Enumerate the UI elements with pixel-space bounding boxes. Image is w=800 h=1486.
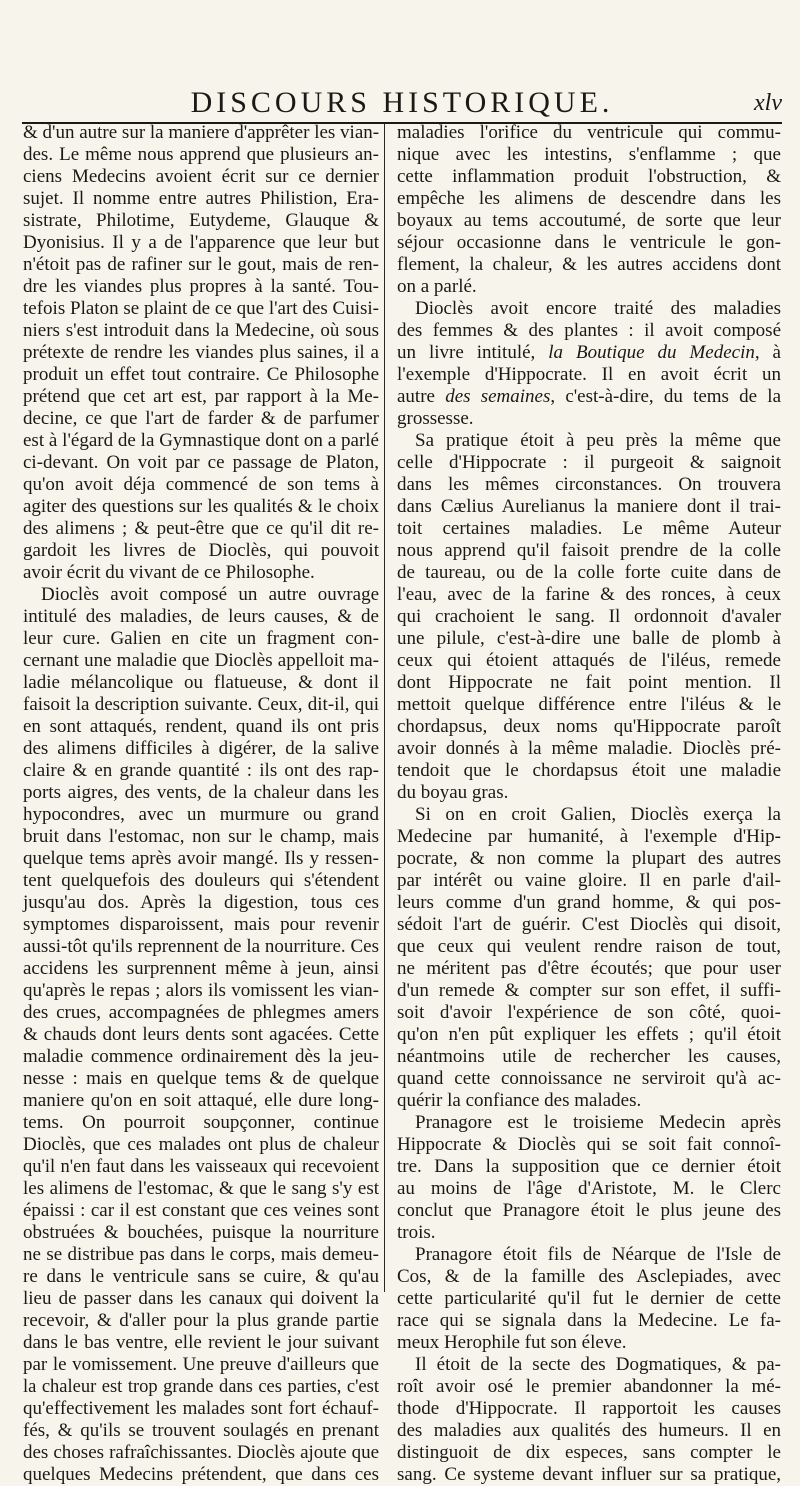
text-line: niers s'est introduit dans la Medecine, où sous xyxy=(23,320,379,341)
text-line: d'un remede & compter sur son effet, il suffi- xyxy=(397,980,781,1001)
text-line: maladies l'orifice du ventricule qui commu- xyxy=(397,122,781,143)
text-line: gardoit les livres de Dioclès, qui pouvoit xyxy=(23,540,379,561)
text-line: toit certaines maladies. Le même Auteur xyxy=(397,518,781,539)
text-line: dans Cælius Aurelianus la maniere dont il trai- xyxy=(397,496,781,517)
text-line: épaissi : car il est constant que ces veines sont xyxy=(23,1200,379,1221)
right-column xyxy=(397,122,781,1486)
text-line: qui crachoient le sang. Il ordonnoit d'avaler xyxy=(397,606,781,627)
text-line: Pranagore est le troisieme Medecin après xyxy=(415,1112,781,1133)
text-line: thode d'Hippocrate. Il rapportoit les causes xyxy=(397,1398,781,1419)
text-line: du boyau gras. xyxy=(397,782,509,803)
text-line: de taureau, ou de la colle forte cuite dans de xyxy=(397,562,781,583)
text-line: dre les viandes plus propres à la santé. Tou- xyxy=(23,276,379,297)
text-line: sang. Ce systeme devant influer sur sa pratique, xyxy=(397,1464,781,1485)
text-line: hypocondres, avec un murmure ou grand xyxy=(23,804,379,825)
text-line: pocrate, & non comme la plupart des autres xyxy=(397,848,781,869)
text-line: les alimens de l'estomac, & que le sang s'y est xyxy=(23,1178,379,1199)
text-line: des crues, accompagnées de phlegmes amers xyxy=(23,1002,379,1023)
text-line: prétexte de rendre les viandes plus saines, il a xyxy=(23,342,379,363)
text-line: des alimens difficiles à digérer, de la salive xyxy=(23,738,379,759)
text-line: dans les mêmes circonstances. On trouvera xyxy=(397,474,781,495)
text-line: l'exemple d'Hippocrate. Il en avoit écrit un xyxy=(397,364,781,385)
text-line: agiter des questions sur les qualités & le choix xyxy=(23,496,379,517)
text-line: nous apprend qu'il faisoit prendre de la colle xyxy=(397,540,781,561)
text-line: produit un effet tout contraire. Ce Philosophe xyxy=(23,364,379,385)
text-line: ports aigres, des vents, de la chaleur dans les xyxy=(23,782,379,803)
text-line: séjour occasionne dans le ventricule le gon- xyxy=(397,232,781,253)
left-column xyxy=(23,122,379,1486)
text-line: Hippocrate & Dioclès qui se soit fait connoî- xyxy=(397,1134,781,1155)
text-line: nique avec les intestins, s'enflamme ; que xyxy=(397,144,781,165)
running-title: DISCOURS HISTORIQUE. xyxy=(190,86,614,119)
text-line: ci-devant. On voit par ce passage de Platon, xyxy=(23,452,379,473)
text-line: dans le bas ventre, elle revient le jour suivant xyxy=(23,1332,379,1353)
text-line: celle d'Hippocrate : il purgeoit & saignoit xyxy=(397,452,781,473)
text-line: cette inflammation produit l'obstruction, & xyxy=(397,166,781,187)
text-line: dont Hippocrate ne fait point mention. Il xyxy=(397,672,781,693)
text-line: l'eau, avec de la farine & des ronces, à ceux xyxy=(397,584,781,605)
text-line: bruit dans l'estomac, non sur le champ, mais xyxy=(23,826,379,847)
text-line: tre. Dans la supposition que ce dernier étoit xyxy=(397,1156,781,1177)
text-line: quérir la confiance des malades. xyxy=(397,1090,642,1111)
text-line: leurs comme d'un grand homme, & qui pos- xyxy=(397,892,781,913)
text-line: tefois Platon se plaint de ce que l'art des Cuisi- xyxy=(23,298,379,319)
text-line: accidens les surprennent même à jeun, ainsi xyxy=(23,958,379,979)
text-line: race qui se signala dans la Medecine. Le fa- xyxy=(397,1310,781,1331)
text-line: leur cure. Galien en cite un fragment con- xyxy=(23,628,379,649)
text-line: Si on en croit Galien, Dioclès exerça la xyxy=(415,804,781,825)
text-line: mettoit quelque différence entre l'iléus & le xyxy=(397,694,781,715)
text-line: recevoir, & d'aller pour la plus grande partie xyxy=(23,1310,379,1331)
text-line: nesse : mais en quelque tems & de quelque xyxy=(23,1068,379,1089)
text-line: claire & en grande quantité : ils ont des rap- xyxy=(23,760,379,781)
text-line: est à l'égard de la Gymnastique dont on a parlé xyxy=(23,430,379,451)
text-line: fés, & qu'ils se trouvent soulagés en prenant xyxy=(23,1420,379,1441)
text-line: quelques Medecins prétendent, que dans ces xyxy=(23,1464,379,1485)
text-line: meux Herophile fut son éleve. xyxy=(397,1332,627,1353)
text-line: cernant une maladie que Dioclès appelloit ma- xyxy=(23,650,379,671)
text-line: aussi-tôt qu'ils reprennent de la nourriture. Ces xyxy=(23,936,379,957)
text-line: au moins de l'âge d'Aristote, M. le Clerc xyxy=(397,1178,781,1199)
text-line: des choses rafraîchissantes. Dioclès ajoute que xyxy=(23,1442,379,1463)
text-line: Pranagore étoit fils de Néarque de l'Isle de xyxy=(415,1244,781,1265)
column-divider xyxy=(384,124,385,1292)
text-line: lieu de passer dans les canaux qui doivent la xyxy=(23,1288,379,1309)
text-line: ne se distribue pas dans le corps, mais demeu- xyxy=(23,1244,379,1265)
page-number: xlv xyxy=(754,90,782,116)
text-line: ceux qui étoient attaqués de l'iléus, remede xyxy=(397,650,781,671)
text-line: ne méritent pas d'être écoutés; que pour user xyxy=(397,958,781,979)
text-line: Il étoit de la secte des Dogmatiques, & pa- xyxy=(415,1354,781,1375)
text-line: qu'on avoit déja commencé de son tems à xyxy=(23,474,379,495)
text-line: grossesse. xyxy=(397,408,474,429)
text-line: en sont attaqués, rendent, quand ils ont pris xyxy=(23,716,379,737)
text-line: prétend que cet art est, par rapport à la Me- xyxy=(23,386,379,407)
text-line: chordapsus, deux noms qu'Hippocrate paroît xyxy=(397,716,781,737)
text-line: quand cette connoissance ne serviroit qu'à ac- xyxy=(397,1068,781,1089)
text-line: conclut que Pranagore étoit le plus jeune des xyxy=(397,1200,781,1221)
text-line: sistrate, Philotime, Eutydeme, Glauque & xyxy=(23,210,379,231)
text-line: des femmes & des plantes : il avoit composé xyxy=(397,320,781,341)
text-line: intitulé des maladies, de leurs causes, & de xyxy=(23,606,379,627)
text-line: autre des semaines, c'est-à-dire, du tems de la xyxy=(397,386,781,407)
text-line: roît avoir osé le premier abandonner la mé- xyxy=(397,1376,781,1397)
text-line: maladie commence ordinairement dès la jeu- xyxy=(23,1046,379,1067)
text-line: soit d'avoir l'expérience de son côté, quoi- xyxy=(397,1002,781,1023)
text-line: re dans le ventricule sans se cuire, & qu'au xyxy=(23,1266,379,1287)
text-line: qu'on n'en pût expliquer les effets ; qu'il étoit xyxy=(397,1024,781,1045)
text-line: & d'un autre sur la maniere d'apprêter les vian- xyxy=(23,122,380,143)
text-line: Dioclès, que ces malades ont plus de chaleur xyxy=(23,1134,379,1155)
text-line: ladie mélancolique ou flatueuse, & dont il xyxy=(23,672,379,693)
text-line: cette particularité qu'il fut le dernier de cette xyxy=(397,1288,781,1309)
text-line: des. Le même nous apprend que plusieurs an- xyxy=(23,144,379,165)
text-line: distinguoit de dix especes, sans compter le xyxy=(397,1442,781,1463)
text-line: qu'effectivement les malades sont fort échauf- xyxy=(23,1398,379,1419)
text-line: qu'il n'en faut dans les vaisseaux qui recevoient xyxy=(23,1157,379,1177)
text-line: néantmoins utile de rechercher les causes, xyxy=(397,1046,781,1067)
text-line: un livre intitulé, la Boutique du Medecin, à xyxy=(397,342,781,363)
text-line: des alimens ; & peut-être que ce qu'il dit re- xyxy=(23,518,379,539)
text-line: symptomes disparoissent, mais pour revenir xyxy=(23,914,379,935)
text-line: par le vomissement. Une preuve d'ailleurs que xyxy=(23,1354,379,1375)
text-line: par intérêt ou vaine gloire. Il en parle d'ail- xyxy=(397,870,781,891)
text-line: Sa pratique étoit à peu près la même que xyxy=(415,430,781,451)
page-header xyxy=(22,86,782,120)
text-line: des maladies aux qualités des humeurs. Il en xyxy=(397,1420,781,1441)
text-line: empêche les alimens de descendre dans les xyxy=(397,188,781,209)
text-line: sujet. Il nomme entre autres Philistion, Era- xyxy=(23,188,379,209)
text-line: tent quelquefois des douleurs qui s'étendent xyxy=(23,870,379,891)
text-line: trois. xyxy=(397,1222,436,1243)
text-line: sédoit l'art de guérir. C'est Dioclès qui disoit, xyxy=(397,914,781,935)
text-line: obstruées & bouchées, puisque la nourriture xyxy=(23,1222,379,1243)
text-line: jusqu'au dos. Après la digestion, tous ces xyxy=(23,892,379,913)
text-line: la chaleur est trop grande dans ces parties, c'est xyxy=(23,1377,379,1397)
text-line: boyaux au tems accoutumé, de sorte que leur xyxy=(397,210,781,231)
text-line: Dioclès avoit composé un autre ouvrage xyxy=(41,584,379,605)
text-line: ciens Medecins avoient écrit sur ce dernier xyxy=(23,166,379,187)
text-line: qu'après le repas ; alors ils vomissent les vian- xyxy=(23,980,379,1001)
text-line: que ceux qui veulent rendre raison de tout, xyxy=(397,936,781,957)
text-line: flement, la chaleur, & les autres accidens dont xyxy=(397,254,781,275)
text-line: tems. On pourroit soupçonner, continue xyxy=(23,1112,379,1133)
text-line: Medecine par humanité, à l'exemple d'Hip- xyxy=(397,826,781,847)
text-line: une pilule, c'est-à-dire une balle de plomb à xyxy=(397,628,781,649)
text-line: & chauds dont leurs dents sont agacées. Cette xyxy=(23,1024,379,1045)
text-line: decine, ce que l'art de farder & de parfumer xyxy=(23,408,379,429)
text-line: quelque tems après avoir mangé. Ils y ressen- xyxy=(23,848,379,869)
text-line: Cos, & de la famille des Asclepiades, avec xyxy=(397,1266,781,1287)
text-line: Dyonisius. Il y a de l'apparence que leur but xyxy=(23,232,379,253)
text-line: Dioclès avoit encore traité des maladies xyxy=(415,298,781,319)
text-line: on a parlé. xyxy=(397,276,477,297)
text-line: avoir donnés à la même maladie. Dioclès pré- xyxy=(397,738,781,759)
text-line: tendoit que le chordapsus étoit une maladie xyxy=(397,760,781,781)
text-line: avoir écrit du vivant de ce Philosophe. xyxy=(23,562,315,583)
text-line: maniere qu'on en soit attaqué, elle dure long- xyxy=(23,1090,379,1111)
text-line: faisoit la description suivante. Ceux, dit-il, qui xyxy=(23,694,379,715)
text-line: n'étoit pas de rafiner sur le gout, mais de ren- xyxy=(23,254,379,275)
